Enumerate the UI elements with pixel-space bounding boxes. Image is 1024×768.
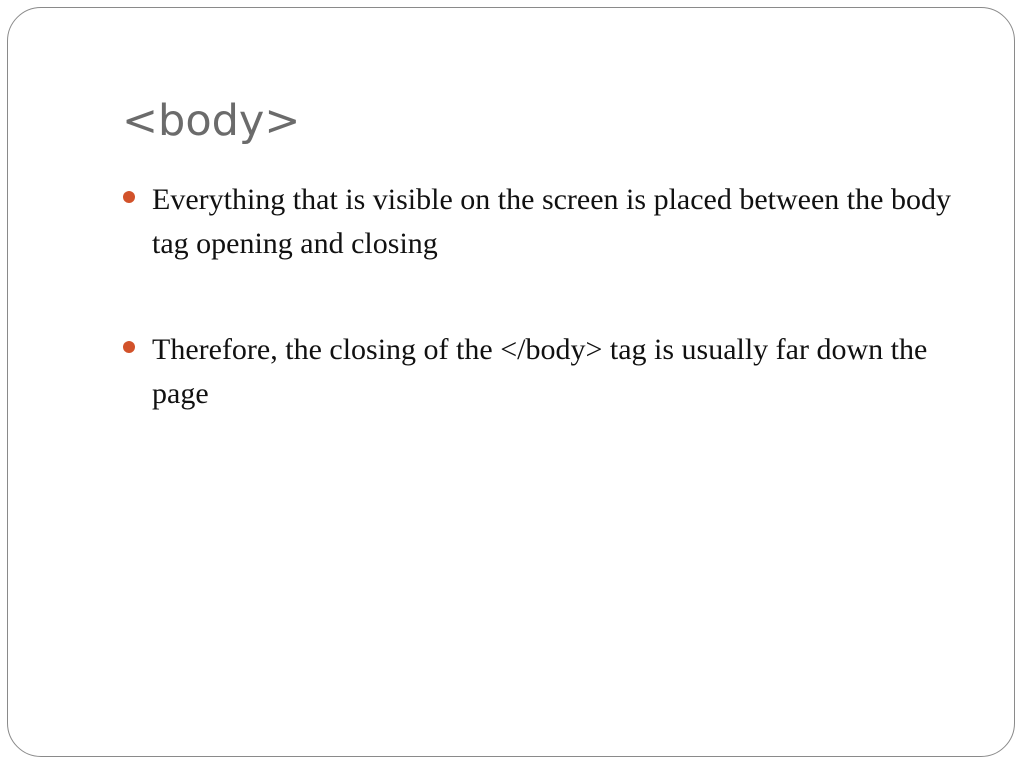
slide-title: <body> <box>122 96 301 146</box>
slide <box>7 7 1015 757</box>
bullet-item <box>120 178 970 266</box>
bullet-dot-icon <box>123 191 135 203</box>
bullet-dot-icon <box>123 341 135 353</box>
bullet-text: Everything that is visible on the screen is placed between the body tag opening and closing <box>152 183 951 260</box>
bullet-item <box>120 328 970 416</box>
bullet-text: Therefore, the closing of the </body> tag is usually far down the page <box>152 333 928 410</box>
bullet-list <box>120 178 970 416</box>
